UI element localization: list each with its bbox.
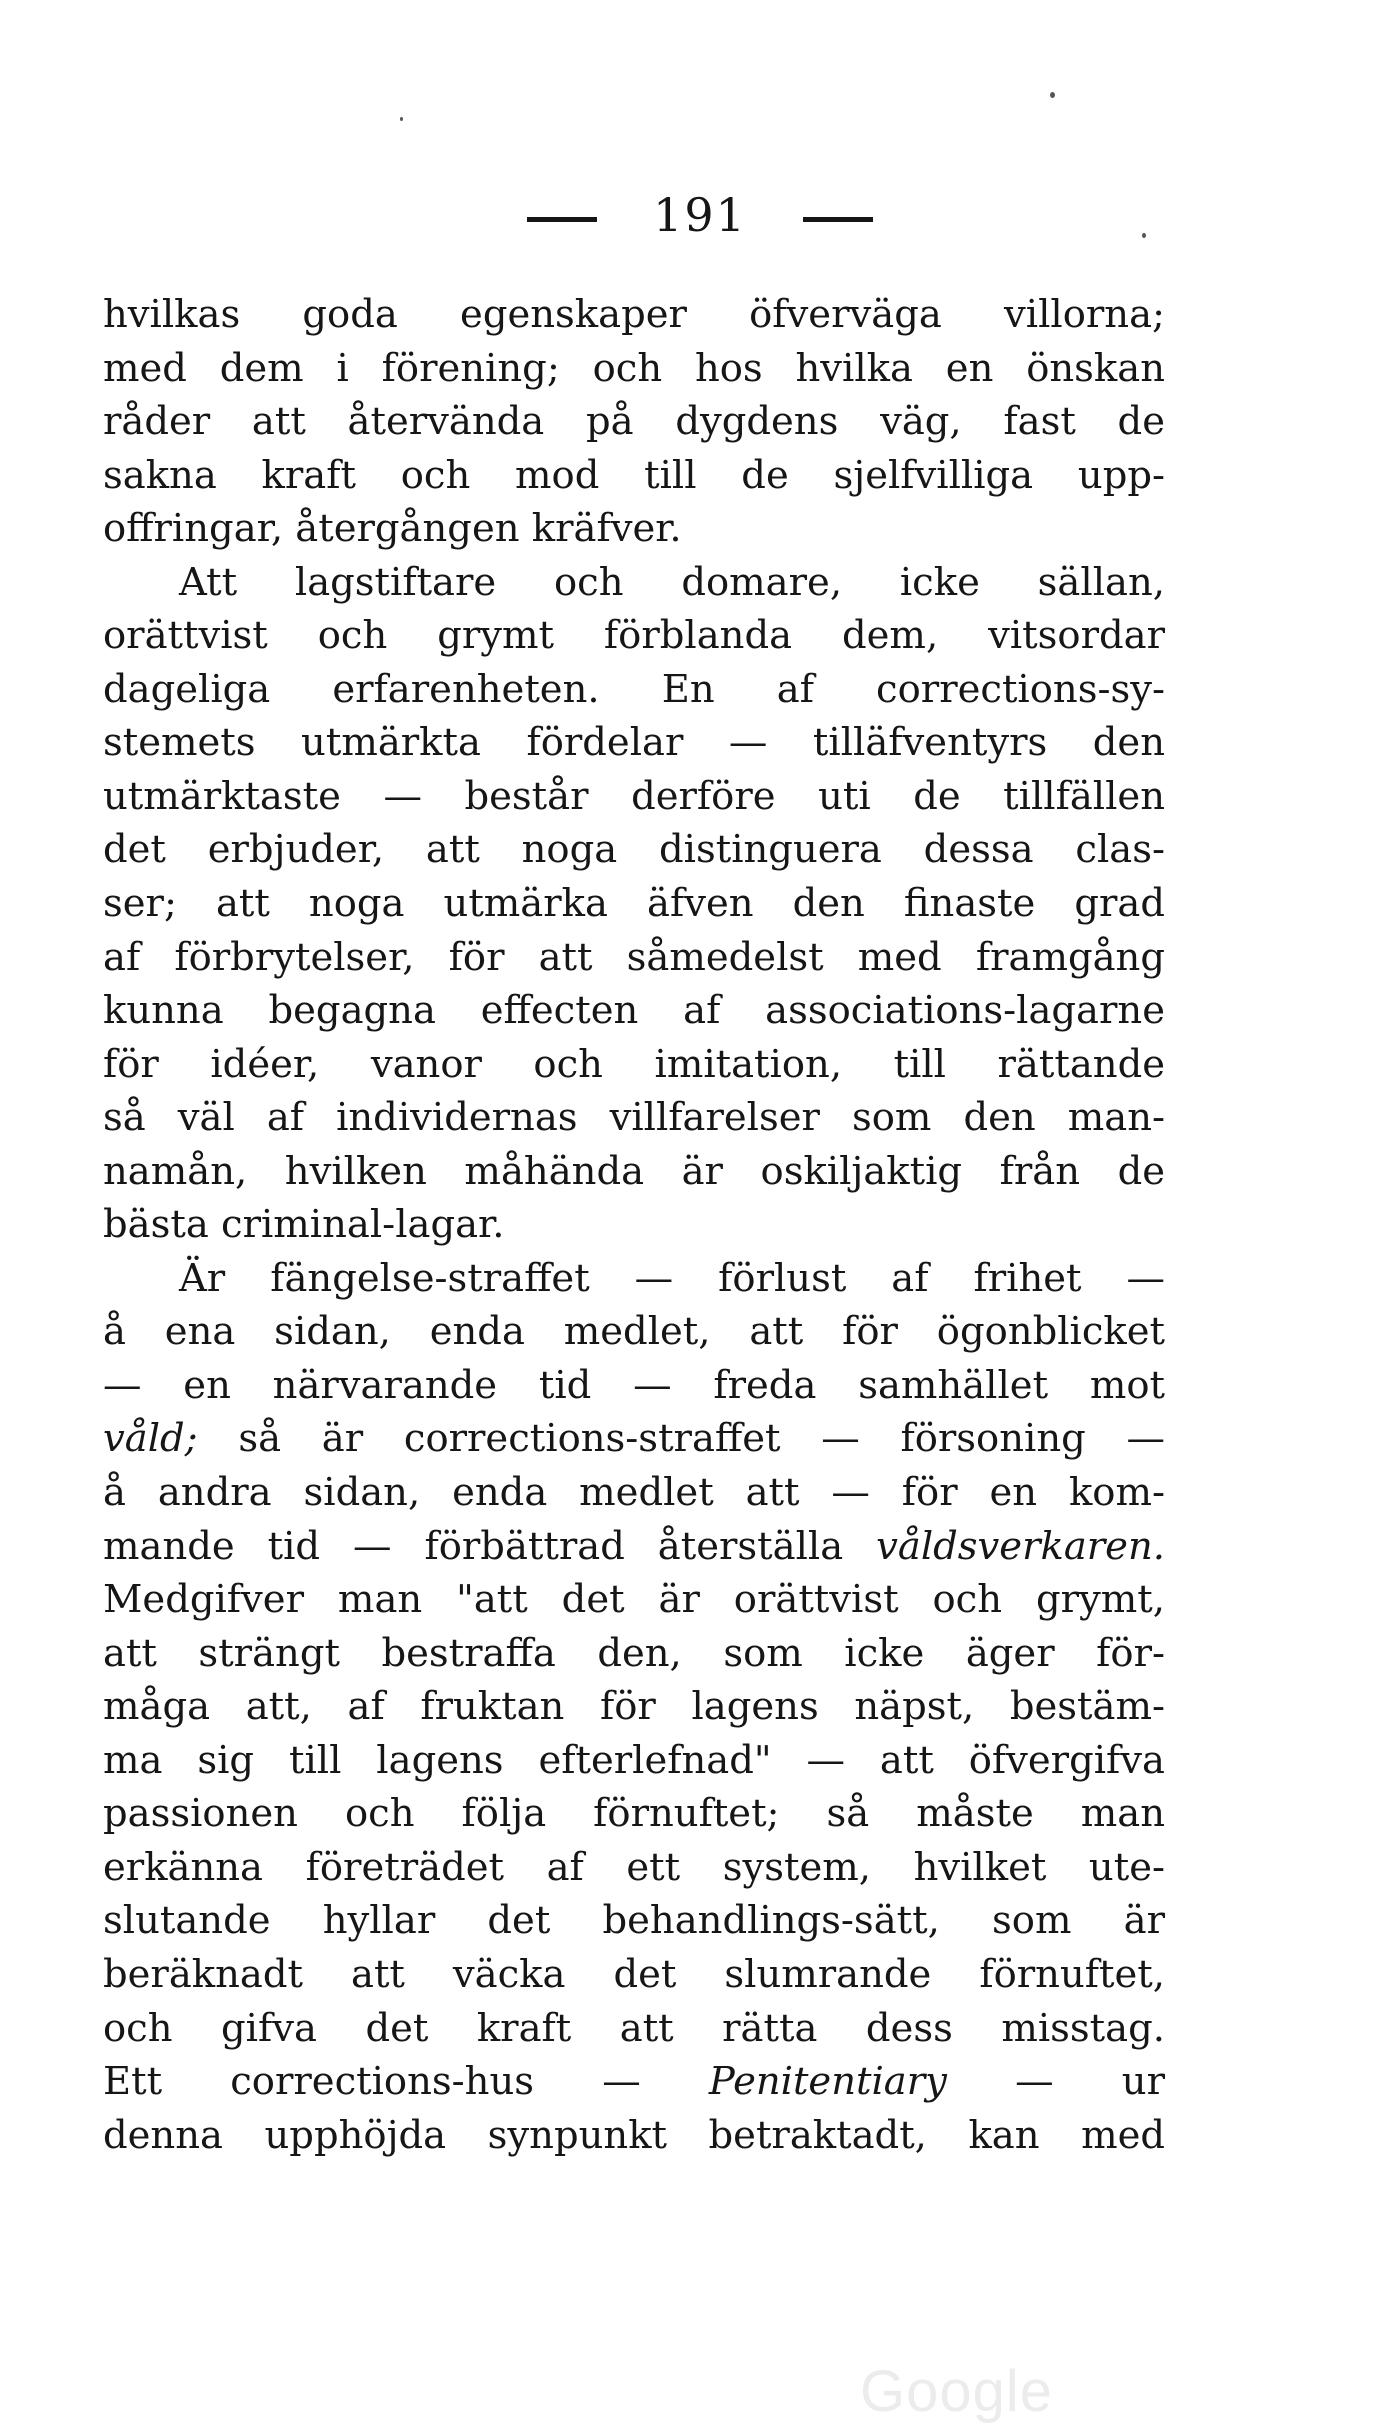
text-line: beräknadt att väcka det slumrande förnuftet, [103, 1951, 1165, 1997]
scan-speck [400, 117, 403, 121]
text-line: erkänna företrädet af ett system, hvilket ute- [103, 1844, 1165, 1890]
italic-text: våld; [103, 1416, 198, 1462]
text-line: för idéer, vanor och imitation, till rättande [103, 1041, 1165, 1087]
text-line [103, 1412, 1165, 1466]
text-line: måga att, af fruktan för lagens näpst, bestäm- [103, 1684, 1165, 1730]
text-line: Medgifver man "att det är orättvist och grymt, [103, 1577, 1165, 1623]
text-line: med dem i förening; och hos hvilka en önskan [103, 345, 1165, 391]
text-line: det erbjuder, att noga distinguera dessa clas- [103, 827, 1165, 873]
text-line: råder att återvända på dygdens väg, fast de [103, 399, 1165, 445]
italic-text: Penitentiary [708, 2059, 947, 2105]
text-line: å andra sidan, enda medlet att — för en kom- [103, 1470, 1165, 1516]
page-header [0, 188, 1400, 242]
text-line: utmärktaste — består derföre uti de tillfällen [103, 773, 1165, 819]
header-dash-right [803, 217, 873, 222]
text-line-segment: så är corrections-straffet — försoning — [197, 1416, 1165, 1462]
google-watermark: Google [860, 2359, 1054, 2424]
text-line: af förbrytelser, för att såmedelst med framgång [103, 934, 1165, 980]
text-line: att strängt bestraffa den, som icke äger för- [103, 1630, 1165, 1676]
text-line: Att lagstiftare och domare, icke sällan, [179, 559, 1165, 605]
text-line: denna upphöjda synpunkt betraktadt, kan med [103, 2112, 1165, 2158]
text-line: Är fängelse-straffet — förlust af frihet — [179, 1255, 1165, 1301]
text-line [103, 1520, 1165, 1574]
italic-text: våldsverkaren. [876, 1523, 1165, 1569]
text-line: dageliga erfarenheten. En af corrections-sy- [103, 666, 1165, 712]
text-line-segment: mande tid — förbättrad återställa [103, 1523, 877, 1569]
text-line: ser; att noga utmärka äfven den finaste grad [103, 881, 1165, 927]
text-line: ma sig till lagens efterlefnad" — att öfvergifva [103, 1737, 1165, 1783]
text-line-segment: — ur [946, 2059, 1165, 2105]
text-line: sakna kraft och mod till de sjelfvilliga upp- [103, 452, 1165, 498]
text-line: och gifva det kraft att rätta dess misstag. [103, 2005, 1165, 2051]
text-line: — en närvarande tid — freda samhället mot [103, 1362, 1165, 1408]
text-line: bästa criminal-lagar. [103, 1202, 505, 1248]
page-number: 191 [653, 188, 747, 242]
scan-speck [1050, 92, 1055, 98]
text-line: slutande hyllar det behandlings-sätt, som är [103, 1898, 1165, 1944]
text-line [103, 2055, 1165, 2109]
text-line-segment: Ett corrections-hus — [103, 2059, 709, 2105]
text-line: hvilkas goda egenskaper öfverväga villorna; [103, 292, 1165, 337]
text-line: stemets utmärkta fördelar — tilläfventyrs den [103, 720, 1165, 766]
text-line: å ena sidan, enda medlet, att för ögonblicket [103, 1309, 1165, 1355]
header-dash-left [527, 217, 597, 222]
scan-speck [1142, 233, 1146, 238]
text-line: så väl af individernas villfarelser som den man- [103, 1095, 1165, 1141]
text-line: passionen och följa förnuftet; så måste man [103, 1791, 1165, 1837]
text-line: kunna begagna effecten af associations-lagarne [103, 988, 1165, 1034]
text-line: offringar, återgången kräfver. [103, 506, 682, 552]
body-text [103, 288, 1165, 2162]
text-line: namån, hvilken måhända är oskiljaktig från de [103, 1148, 1165, 1194]
text-line: orättvist och grymt förblanda dem, vitsordar [103, 613, 1165, 659]
